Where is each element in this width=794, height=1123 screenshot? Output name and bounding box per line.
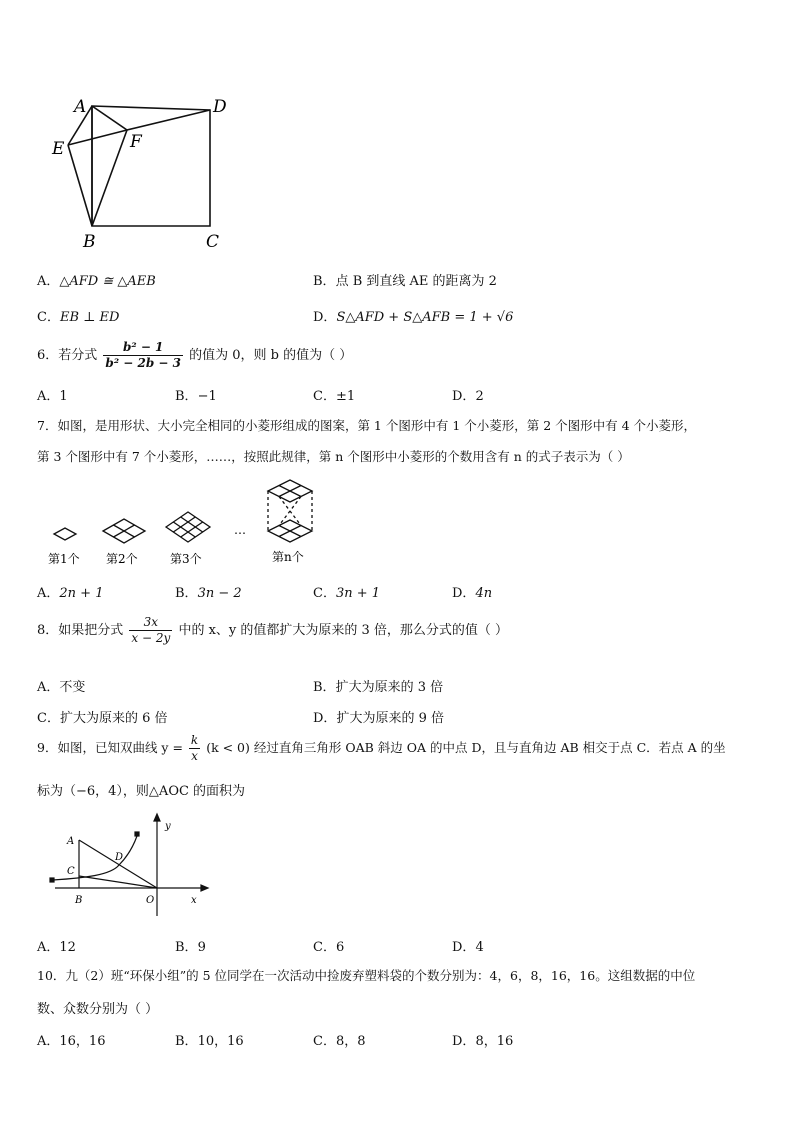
ellipsis: … bbox=[234, 523, 246, 537]
q5-option-d[interactable] bbox=[313, 306, 513, 325]
option-label: C． bbox=[313, 389, 336, 404]
option-label: A． bbox=[37, 680, 60, 695]
y-axis-arrow bbox=[154, 814, 160, 821]
q7-line-1: 7．如图，是用形状、大小完全相同的小菱形组成的图案，第 1 个图形中有 1 个小菱形，第 2 个图形中有 4 个小菱形， bbox=[37, 418, 697, 433]
q6-stem-after: 的值为 0，则 b 的值为（ ） bbox=[189, 348, 353, 363]
q7-option-d[interactable] bbox=[452, 582, 492, 601]
label-b: B bbox=[75, 895, 83, 906]
curve-end-left bbox=[50, 878, 54, 882]
label-d: D bbox=[213, 97, 227, 117]
caption-fign: 第n个 bbox=[272, 550, 304, 564]
option-label: C． bbox=[313, 940, 336, 955]
fraction-numerator: 3x bbox=[129, 615, 172, 631]
q9-stem-before: 9．如图，已知双曲线 y = bbox=[37, 740, 183, 755]
q6-option-b[interactable] bbox=[175, 385, 217, 404]
rhombus-fig3 bbox=[166, 512, 210, 542]
option-text: 10，16 bbox=[197, 1034, 244, 1049]
option-text: 16，16 bbox=[59, 1034, 106, 1049]
q6-option-c[interactable] bbox=[313, 385, 355, 404]
q7-option-b[interactable] bbox=[175, 582, 242, 601]
option-text: 12 bbox=[59, 940, 76, 955]
label-d: D bbox=[115, 852, 124, 863]
q6-fraction bbox=[103, 340, 183, 371]
option-text: 4n bbox=[475, 586, 493, 601]
option-text: 8，8 bbox=[335, 1034, 366, 1049]
label-a: A bbox=[74, 97, 87, 117]
q5-option-c[interactable] bbox=[37, 306, 119, 325]
option-label: C． bbox=[37, 310, 60, 325]
option-label: B． bbox=[175, 586, 198, 601]
hyperbola-figure bbox=[45, 812, 215, 920]
fraction-denominator: x − 2y bbox=[131, 631, 171, 645]
q8-option-a[interactable] bbox=[37, 676, 85, 695]
square-figure bbox=[40, 90, 240, 255]
option-text: ±1 bbox=[335, 389, 356, 404]
label-o: O bbox=[146, 895, 155, 906]
q5-option-b[interactable] bbox=[313, 270, 497, 289]
fraction-numerator: b² − 1 bbox=[103, 340, 183, 356]
q8-option-c[interactable] bbox=[37, 707, 168, 726]
option-label: D． bbox=[452, 1034, 476, 1049]
option-text: EB ⊥ ED bbox=[59, 310, 120, 325]
fraction-numerator: k bbox=[190, 733, 199, 747]
option-label: A． bbox=[37, 274, 60, 289]
option-label: D． bbox=[452, 389, 476, 404]
rhombus-fig1 bbox=[54, 528, 76, 540]
caption-fig1: 第1个 bbox=[48, 552, 80, 566]
rhombus-pattern-figure bbox=[40, 478, 340, 570]
option-text: 8，16 bbox=[475, 1034, 514, 1049]
q9-fraction bbox=[189, 733, 200, 764]
q8-stem bbox=[37, 615, 508, 646]
option-label: C． bbox=[313, 586, 336, 601]
q9-stem bbox=[37, 733, 726, 764]
label-x: x bbox=[191, 895, 197, 906]
option-text: 1 bbox=[59, 389, 68, 404]
q9-option-a[interactable] bbox=[37, 936, 76, 955]
q9-option-c[interactable] bbox=[313, 936, 344, 955]
option-label: A． bbox=[37, 1034, 60, 1049]
option-text: △AFD ≅ △AEB bbox=[59, 274, 156, 289]
option-label: C． bbox=[313, 1034, 336, 1049]
option-text: 不变 bbox=[59, 680, 86, 695]
segment-oc bbox=[79, 876, 157, 888]
option-text: S△AFD + S△AFB = 1 + √6 bbox=[336, 310, 514, 325]
option-label: A． bbox=[37, 586, 60, 601]
curve-end-right bbox=[135, 832, 139, 836]
option-label: A． bbox=[37, 940, 60, 955]
q10-option-c[interactable] bbox=[313, 1030, 366, 1049]
option-text: 2 bbox=[475, 389, 484, 404]
option-label: B． bbox=[175, 940, 198, 955]
q5-option-a[interactable] bbox=[37, 270, 156, 289]
label-a: A bbox=[67, 836, 75, 847]
option-label: B． bbox=[175, 1034, 198, 1049]
label-e: E bbox=[52, 139, 65, 159]
label-f: F bbox=[130, 132, 142, 152]
option-label: D． bbox=[313, 310, 337, 325]
q9-option-d[interactable] bbox=[452, 936, 484, 955]
q7-option-c[interactable] bbox=[313, 582, 380, 601]
label-c: C bbox=[67, 866, 75, 877]
q7-line-2: 第 3 个图形中有 7 个小菱形，……，按照此规律，第 n 个图形中小菱形的个数用含有 n 的式子表示为（ ） bbox=[37, 449, 630, 464]
q10-option-b[interactable] bbox=[175, 1030, 244, 1049]
q7-option-a[interactable] bbox=[37, 582, 103, 601]
caption-fig2: 第2个 bbox=[106, 552, 138, 566]
q9-stem-after: (k < 0) 经过直角三角形 OAB 斜边 OA 的中点 D，且与直角边 AB 相交于点 C．若点 A 的坐 bbox=[206, 740, 726, 755]
option-text: 9 bbox=[197, 940, 206, 955]
option-label: D． bbox=[452, 940, 476, 955]
option-text: 点 B 到直线 AE 的距离为 2 bbox=[335, 274, 497, 289]
label-y: y bbox=[165, 821, 171, 832]
option-label: D． bbox=[452, 586, 476, 601]
segment-ao bbox=[79, 840, 157, 888]
q8-option-d[interactable] bbox=[313, 707, 444, 726]
caption-fig3: 第3个 bbox=[170, 552, 202, 566]
q10-option-d[interactable] bbox=[452, 1030, 513, 1049]
fraction-denominator: x bbox=[191, 749, 198, 763]
q8-stem-after: 中的 x、y 的值都扩大为原来的 3 倍，那么分式的值（ ） bbox=[178, 623, 509, 638]
option-text: 3n − 2 bbox=[197, 586, 242, 601]
option-label: B． bbox=[313, 680, 336, 695]
q10-line-1: 10．九（2）班“环保小组”的 5 位同学在一次活动中捡废弃塑料袋的个数分别为：4，6，8，16，16。这组数据的中位 bbox=[37, 968, 696, 983]
q8-fraction bbox=[129, 615, 172, 646]
q6-stem bbox=[37, 340, 352, 371]
q6-option-a[interactable] bbox=[37, 385, 68, 404]
label-c: C bbox=[206, 232, 220, 252]
rhombus-fig2 bbox=[103, 519, 145, 543]
q9-line-2: 标为（−6，4），则△AOC 的面积为 bbox=[37, 784, 246, 799]
option-text: −1 bbox=[197, 389, 217, 404]
q8-stem-before: 8．如果把分式 bbox=[37, 623, 124, 638]
label-b: B bbox=[83, 232, 96, 252]
hyperbola-curve bbox=[53, 836, 137, 880]
option-label: B． bbox=[313, 274, 336, 289]
option-label: A． bbox=[37, 389, 60, 404]
q10-option-a[interactable] bbox=[37, 1030, 105, 1049]
q6-stem-before: 6．若分式 bbox=[37, 348, 98, 363]
option-text: 3n + 1 bbox=[335, 586, 381, 601]
option-label: C． bbox=[37, 711, 60, 726]
q8-option-b[interactable] bbox=[313, 676, 443, 695]
fraction-denominator: b² − 2b − 3 bbox=[105, 356, 181, 370]
option-text: 6 bbox=[335, 940, 345, 955]
q6-option-d[interactable] bbox=[452, 385, 484, 404]
option-text: 扩大为原来的 6 倍 bbox=[59, 711, 168, 726]
option-text: 扩大为原来的 9 倍 bbox=[336, 711, 444, 726]
option-text: 2n + 1 bbox=[59, 586, 104, 601]
option-label: B． bbox=[175, 389, 198, 404]
x-axis-arrow bbox=[201, 885, 208, 891]
rhombus-fign bbox=[268, 480, 312, 542]
option-text: 扩大为原来的 3 倍 bbox=[335, 680, 444, 695]
option-text: 4 bbox=[475, 940, 484, 955]
option-label: D． bbox=[313, 711, 337, 726]
q10-line-2: 数、众数分别为（ ） bbox=[37, 1002, 159, 1017]
q9-option-b[interactable] bbox=[175, 936, 206, 955]
